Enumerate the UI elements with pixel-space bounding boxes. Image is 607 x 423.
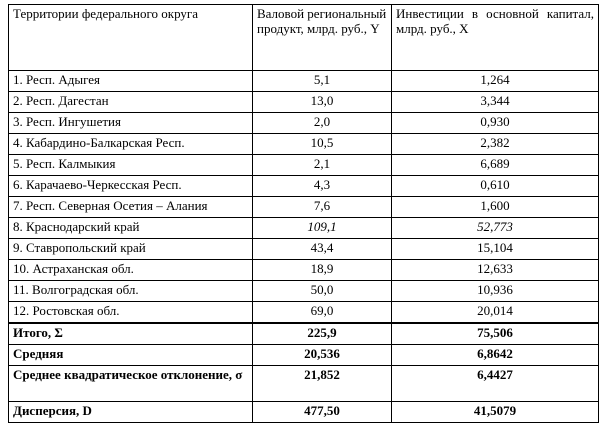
table-row — [9, 155, 599, 176]
summary-label: Дисперсия, D — [9, 402, 253, 423]
grp-value: 69,0 — [253, 302, 392, 324]
investment-summary-value: 6,4427 — [392, 366, 599, 402]
table-row — [9, 239, 599, 260]
grp-value: 4,3 — [253, 176, 392, 197]
grp-summary-value: 21,852 — [253, 366, 392, 402]
table-row — [9, 113, 599, 134]
table-row — [9, 197, 599, 218]
table-row — [9, 71, 599, 92]
investment-value: 2,382 — [392, 134, 599, 155]
header-territory: Территории федерального округа — [9, 5, 253, 71]
grp-summary-value: 225,9 — [253, 323, 392, 345]
investment-value: 1,600 — [392, 197, 599, 218]
investment-summary-value: 6,8642 — [392, 345, 599, 366]
investment-value: 20,014 — [392, 302, 599, 324]
grp-value: 18,9 — [253, 260, 392, 281]
investment-value: 6,689 — [392, 155, 599, 176]
table-row — [9, 260, 599, 281]
grp-value: 10,5 — [253, 134, 392, 155]
investment-value: 52,773 — [392, 218, 599, 239]
summary-row-total — [9, 323, 599, 345]
region-name: 8. Краснодарский край — [9, 218, 253, 239]
region-name: 1. Респ. Адыгея — [9, 71, 253, 92]
region-name: 5. Респ. Калмыкия — [9, 155, 253, 176]
grp-summary-value: 477,50 — [253, 402, 392, 423]
region-name: 6. Карачаево-Черкесская Респ. — [9, 176, 253, 197]
grp-summary-value: 20,536 — [253, 345, 392, 366]
header-grp: Валовой региональный продукт, млрд. руб., Y — [253, 5, 392, 71]
table-row — [9, 176, 599, 197]
grp-value: 43,4 — [253, 239, 392, 260]
regional-data-table — [8, 4, 599, 423]
investment-value: 3,344 — [392, 92, 599, 113]
investment-value: 10,936 — [392, 281, 599, 302]
region-name: 11. Волгоградская обл. — [9, 281, 253, 302]
grp-value: 7,6 — [253, 197, 392, 218]
table-row — [9, 92, 599, 113]
header-investment: Инвестиции в основной капитал, млрд. руб., X — [392, 5, 599, 71]
region-name: 9. Ставропольский край — [9, 239, 253, 260]
summary-row-std-dev — [9, 366, 599, 402]
investment-summary-value: 41,5079 — [392, 402, 599, 423]
investment-value: 0,610 — [392, 176, 599, 197]
summary-label: Итого, Σ — [9, 323, 253, 345]
region-name: 3. Респ. Ингушетия — [9, 113, 253, 134]
table-row-highlighted — [9, 218, 599, 239]
grp-value: 13,0 — [253, 92, 392, 113]
region-name: 7. Респ. Северная Осетия – Алания — [9, 197, 253, 218]
table-row — [9, 281, 599, 302]
grp-value: 5,1 — [253, 71, 392, 92]
table-row — [9, 134, 599, 155]
region-name: 12. Ростовская обл. — [9, 302, 253, 324]
grp-value: 50,0 — [253, 281, 392, 302]
region-name: 10. Астраханская обл. — [9, 260, 253, 281]
investment-value: 15,104 — [392, 239, 599, 260]
region-name: 2. Респ. Дагестан — [9, 92, 253, 113]
summary-row-variance — [9, 402, 599, 423]
table-row — [9, 302, 599, 324]
region-name: 4. Кабардино-Балкарская Респ. — [9, 134, 253, 155]
table-header-row — [9, 5, 599, 71]
grp-value: 2,1 — [253, 155, 392, 176]
summary-row-mean — [9, 345, 599, 366]
investment-value: 1,264 — [392, 71, 599, 92]
grp-value: 2,0 — [253, 113, 392, 134]
investment-summary-value: 75,506 — [392, 323, 599, 345]
summary-label: Среднее квадратическое отклонение, σ — [9, 366, 253, 402]
summary-label: Средняя — [9, 345, 253, 366]
grp-value: 109,1 — [253, 218, 392, 239]
investment-value: 12,633 — [392, 260, 599, 281]
investment-value: 0,930 — [392, 113, 599, 134]
